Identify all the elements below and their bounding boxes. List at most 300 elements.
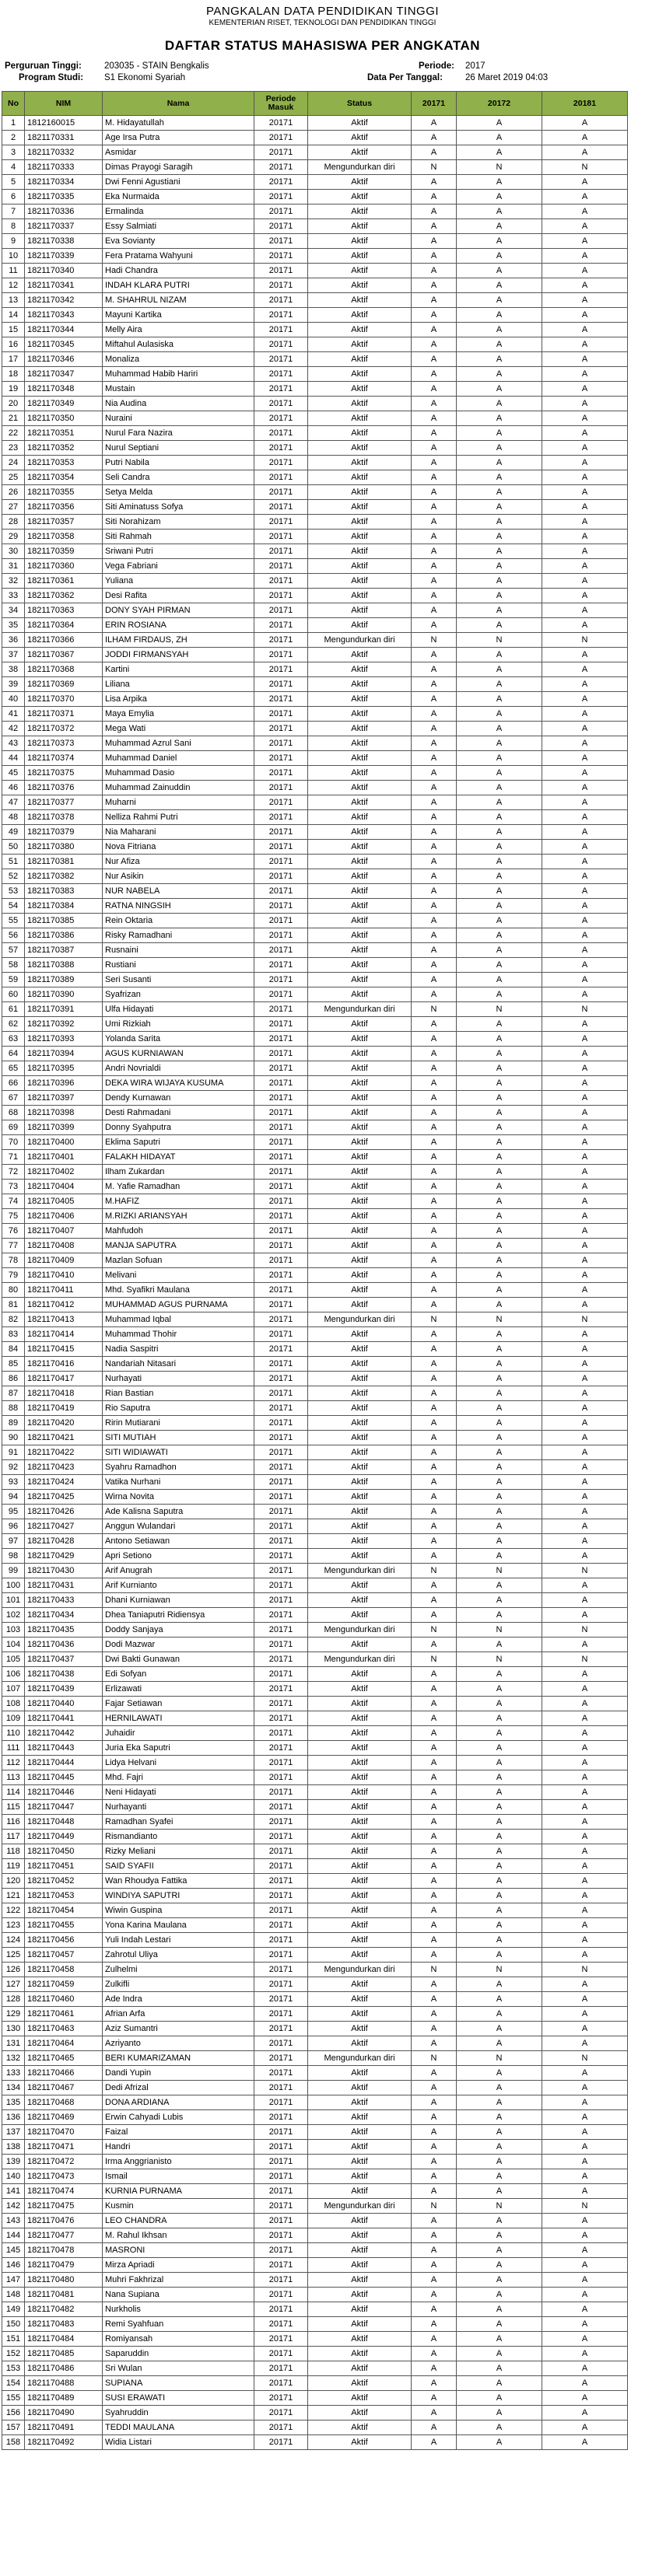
cell-20171: A xyxy=(412,766,457,781)
cell-periode-masuk: 20171 xyxy=(254,1977,308,1992)
table-row xyxy=(2,1342,628,1357)
cell-nama: Dodi Mazwar xyxy=(103,1638,254,1652)
table-row xyxy=(2,1889,628,1903)
cell-periode-masuk: 20171 xyxy=(254,1165,308,1180)
cell-20172: A xyxy=(457,2273,542,2288)
cell-periode-masuk: 20171 xyxy=(254,589,308,603)
cell-periode-masuk: 20171 xyxy=(254,204,308,219)
cell-20171: A xyxy=(412,1534,457,1549)
cell-no: 91 xyxy=(2,1445,25,1460)
cell-periode-masuk: 20171 xyxy=(254,1549,308,1564)
cell-nama: SUPIANA xyxy=(103,2376,254,2391)
cell-periode-masuk: 20171 xyxy=(254,175,308,190)
cell-nim: 1821170388 xyxy=(25,958,103,973)
cell-20181: A xyxy=(542,840,628,855)
cell-nim: 1821170391 xyxy=(25,1002,103,1017)
cell-no: 119 xyxy=(2,1859,25,1874)
cell-nama: Nova Fitriana xyxy=(103,840,254,855)
cell-status: Aktif xyxy=(308,1859,412,1874)
prodi-label: Program Studi: xyxy=(19,73,84,82)
cell-status: Aktif xyxy=(308,751,412,766)
cell-status: Aktif xyxy=(308,411,412,426)
cell-nim: 1821170471 xyxy=(25,2140,103,2155)
cell-nim: 1821170425 xyxy=(25,1490,103,1505)
cell-status: Aktif xyxy=(308,2347,412,2361)
cell-nim: 1821170467 xyxy=(25,2081,103,2095)
cell-nim: 1821170340 xyxy=(25,264,103,278)
cell-20181: A xyxy=(542,456,628,470)
cell-nim: 1821170472 xyxy=(25,2155,103,2169)
cell-20181: A xyxy=(542,1061,628,1076)
cell-nama: Donny Syahputra xyxy=(103,1120,254,1135)
cell-20171: A xyxy=(412,1756,457,1770)
cell-no: 36 xyxy=(2,633,25,648)
cell-nama: Sri Wulan xyxy=(103,2361,254,2376)
cell-20172: A xyxy=(457,145,542,160)
cell-20172: A xyxy=(457,781,542,795)
cell-status: Aktif xyxy=(308,485,412,500)
table-row xyxy=(2,766,628,781)
cell-20172: A xyxy=(457,1785,542,1800)
table-row xyxy=(2,1519,628,1534)
cell-status: Aktif xyxy=(308,2302,412,2317)
cell-no: 42 xyxy=(2,722,25,736)
cell-nim: 1821170412 xyxy=(25,1298,103,1312)
cell-status: Aktif xyxy=(308,603,412,618)
cell-no: 43 xyxy=(2,736,25,751)
cell-20172: A xyxy=(457,1638,542,1652)
cell-periode-masuk: 20171 xyxy=(254,470,308,485)
table-row xyxy=(2,1874,628,1889)
table-row xyxy=(2,1903,628,1918)
cell-nama: Fera Pratama Wahyuni xyxy=(103,249,254,264)
cell-nama: WINDIYA SAPUTRI xyxy=(103,1889,254,1903)
cell-20171: A xyxy=(412,707,457,722)
cell-periode-masuk: 20171 xyxy=(254,1091,308,1106)
cell-nama: Siti Rahmah xyxy=(103,530,254,544)
cell-20172: A xyxy=(457,1165,542,1180)
table-row xyxy=(2,1002,628,1017)
cell-20172: A xyxy=(457,1091,542,1106)
cell-no: 80 xyxy=(2,1283,25,1298)
table-row xyxy=(2,2140,628,2155)
table-row xyxy=(2,1209,628,1224)
cell-nim: 1821170485 xyxy=(25,2347,103,2361)
cell-status: Aktif xyxy=(308,131,412,145)
cell-periode-masuk: 20171 xyxy=(254,2081,308,2095)
cell-no: 99 xyxy=(2,1564,25,1578)
cell-nim: 1821170398 xyxy=(25,1106,103,1120)
table-row xyxy=(2,2332,628,2347)
cell-20172: A xyxy=(457,574,542,589)
cell-nim: 1821170373 xyxy=(25,736,103,751)
cell-status: Aktif xyxy=(308,825,412,840)
cell-20181: A xyxy=(542,234,628,249)
cell-no: 121 xyxy=(2,1889,25,1903)
table-row xyxy=(2,2007,628,2022)
cell-status: Aktif xyxy=(308,500,412,515)
cell-nim: 1821170433 xyxy=(25,1593,103,1608)
cell-no: 84 xyxy=(2,1342,25,1357)
cell-status: Aktif xyxy=(308,1224,412,1239)
cell-status: Aktif xyxy=(308,116,412,131)
cell-nim: 1821170443 xyxy=(25,1741,103,1756)
cell-20171: A xyxy=(412,1903,457,1918)
cell-20181: A xyxy=(542,190,628,204)
cell-nim: 1821170455 xyxy=(25,1918,103,1933)
cell-20172: A xyxy=(457,1608,542,1623)
table-row xyxy=(2,1180,628,1194)
cell-status: Aktif xyxy=(308,855,412,869)
cell-no: 2 xyxy=(2,131,25,145)
cell-nim: 1821170434 xyxy=(25,1608,103,1623)
cell-no: 142 xyxy=(2,2199,25,2214)
cell-status: Aktif xyxy=(308,2435,412,2450)
table-row xyxy=(2,2036,628,2051)
table-row xyxy=(2,219,628,234)
cell-20171: A xyxy=(412,2258,457,2273)
table-row xyxy=(2,116,628,131)
cell-status: Aktif xyxy=(308,1918,412,1933)
cell-20171: A xyxy=(412,278,457,293)
cell-nama: Eka Nurmaida xyxy=(103,190,254,204)
cell-status: Aktif xyxy=(308,1091,412,1106)
cell-no: 74 xyxy=(2,1194,25,1209)
cell-20171: A xyxy=(412,736,457,751)
cell-periode-masuk: 20171 xyxy=(254,603,308,618)
cell-status: Mengundurkan diri xyxy=(308,160,412,175)
cell-no: 146 xyxy=(2,2258,25,2273)
table-row xyxy=(2,1076,628,1091)
cell-status: Aktif xyxy=(308,1401,412,1416)
cell-status: Aktif xyxy=(308,1209,412,1224)
cell-periode-masuk: 20171 xyxy=(254,116,308,131)
cell-status: Aktif xyxy=(308,1268,412,1283)
cell-nama: Rusnaini xyxy=(103,943,254,958)
cell-20172: A xyxy=(457,1490,542,1505)
cell-periode-masuk: 20171 xyxy=(254,2391,308,2406)
cell-status: Aktif xyxy=(308,1992,412,2007)
cell-20171: A xyxy=(412,1741,457,1756)
cell-status: Aktif xyxy=(308,2110,412,2125)
cell-20172: A xyxy=(457,411,542,426)
cell-20172: A xyxy=(457,1844,542,1859)
cell-status: Aktif xyxy=(308,1682,412,1697)
cell-nim: 1821170438 xyxy=(25,1667,103,1682)
cell-status: Aktif xyxy=(308,2066,412,2081)
cell-20172: A xyxy=(457,1106,542,1120)
cell-20171: N xyxy=(412,160,457,175)
cell-periode-masuk: 20171 xyxy=(254,618,308,633)
cell-20181: A xyxy=(542,308,628,323)
cell-nama: Yuliana xyxy=(103,574,254,589)
cell-periode-masuk: 20171 xyxy=(254,559,308,574)
cell-nim: 1821170383 xyxy=(25,884,103,899)
cell-nama: BERI KUMARIZAMAN xyxy=(103,2051,254,2066)
cell-status: Aktif xyxy=(308,1534,412,1549)
cell-status: Aktif xyxy=(308,1253,412,1268)
cell-20172: N xyxy=(457,1963,542,1977)
table-row xyxy=(2,1697,628,1711)
cell-20181: A xyxy=(542,2361,628,2376)
cell-periode-masuk: 20171 xyxy=(254,1918,308,1933)
cell-20181: A xyxy=(542,1106,628,1120)
cell-20171: A xyxy=(412,1460,457,1475)
cell-nama: Nelliza Rahmi Putri xyxy=(103,810,254,825)
cell-periode-masuk: 20171 xyxy=(254,825,308,840)
cell-20181: A xyxy=(542,2155,628,2169)
cell-status: Aktif xyxy=(308,1061,412,1076)
cell-nama: Mega Wati xyxy=(103,722,254,736)
table-row xyxy=(2,1224,628,1239)
table-row xyxy=(2,2243,628,2258)
cell-nama: Siti Aminatuss Sofya xyxy=(103,500,254,515)
cell-status: Aktif xyxy=(308,2332,412,2347)
cell-20172: A xyxy=(457,692,542,707)
table-row xyxy=(2,589,628,603)
cell-status: Aktif xyxy=(308,2391,412,2406)
cell-20172: A xyxy=(457,190,542,204)
table-row xyxy=(2,1239,628,1253)
cell-status: Aktif xyxy=(308,337,412,352)
table-row xyxy=(2,825,628,840)
cell-no: 15 xyxy=(2,323,25,337)
cell-status: Aktif xyxy=(308,914,412,928)
cell-no: 113 xyxy=(2,1770,25,1785)
cell-nim: 1821170417 xyxy=(25,1372,103,1386)
cell-nama: Maya Emylia xyxy=(103,707,254,722)
cell-nama: Vatika Nurhani xyxy=(103,1475,254,1490)
cell-nama: Nadia Saspitri xyxy=(103,1342,254,1357)
cell-no: 101 xyxy=(2,1593,25,1608)
cell-20171: A xyxy=(412,2435,457,2450)
cell-nim: 1821170331 xyxy=(25,131,103,145)
cell-status: Aktif xyxy=(308,810,412,825)
cell-20181: A xyxy=(542,323,628,337)
cell-nim: 1821170416 xyxy=(25,1357,103,1372)
cell-no: 124 xyxy=(2,1933,25,1948)
cell-no: 12 xyxy=(2,278,25,293)
cell-no: 49 xyxy=(2,825,25,840)
table-row xyxy=(2,1726,628,1741)
cell-20171: A xyxy=(412,648,457,662)
cell-nama: Rizky Meliani xyxy=(103,1844,254,1859)
cell-20171: A xyxy=(412,987,457,1002)
cell-nama: Neni Hidayati xyxy=(103,1785,254,1800)
cell-no: 19 xyxy=(2,382,25,397)
table-row xyxy=(2,722,628,736)
cell-periode-masuk: 20171 xyxy=(254,1608,308,1623)
cell-nama: Ramadhan Syafei xyxy=(103,1815,254,1830)
cell-nim: 1821170333 xyxy=(25,160,103,175)
cell-20171: A xyxy=(412,825,457,840)
cell-20181: A xyxy=(542,1874,628,1889)
cell-20172: A xyxy=(457,2036,542,2051)
cell-20172: A xyxy=(457,1859,542,1874)
table-row xyxy=(2,337,628,352)
table-row xyxy=(2,1150,628,1165)
cell-nama: Essy Salmiati xyxy=(103,219,254,234)
cell-no: 92 xyxy=(2,1460,25,1475)
cell-20171: A xyxy=(412,1372,457,1386)
cell-20181: A xyxy=(542,1298,628,1312)
cell-20181: A xyxy=(542,943,628,958)
cell-nama: Wirna Novita xyxy=(103,1490,254,1505)
cell-nim: 1821170452 xyxy=(25,1874,103,1889)
cell-periode-masuk: 20171 xyxy=(254,1135,308,1150)
cell-nim: 1821170489 xyxy=(25,2391,103,2406)
cell-20172: A xyxy=(457,648,542,662)
cell-status: Aktif xyxy=(308,1785,412,1800)
cell-20172: A xyxy=(457,2406,542,2420)
cell-status: Aktif xyxy=(308,1150,412,1165)
cell-periode-masuk: 20171 xyxy=(254,884,308,899)
cell-no: 88 xyxy=(2,1401,25,1416)
table-row xyxy=(2,751,628,766)
cell-status: Aktif xyxy=(308,1830,412,1844)
cell-no: 151 xyxy=(2,2332,25,2347)
table-row xyxy=(2,1756,628,1770)
cell-nama: Afrian Arfa xyxy=(103,2007,254,2022)
table-row xyxy=(2,840,628,855)
cell-20181: A xyxy=(542,1283,628,1298)
cell-nim: 1821170410 xyxy=(25,1268,103,1283)
table-row xyxy=(2,1416,628,1431)
cell-no: 104 xyxy=(2,1638,25,1652)
cell-periode-masuk: 20171 xyxy=(254,2036,308,2051)
cell-status: Aktif xyxy=(308,2273,412,2288)
cell-20181: A xyxy=(542,648,628,662)
cell-20172: A xyxy=(457,456,542,470)
cell-nama: Rio Saputra xyxy=(103,1401,254,1416)
cell-nama: Ermalinda xyxy=(103,204,254,219)
cell-no: 71 xyxy=(2,1150,25,1165)
table-row xyxy=(2,677,628,692)
cell-periode-masuk: 20171 xyxy=(254,2376,308,2391)
cell-status: Aktif xyxy=(308,2081,412,2095)
cell-no: 29 xyxy=(2,530,25,544)
cell-20171: A xyxy=(412,2302,457,2317)
cell-nama: Irma Anggrianisto xyxy=(103,2155,254,2169)
cell-20181: A xyxy=(542,2125,628,2140)
cell-20172: A xyxy=(457,1593,542,1608)
cell-periode-masuk: 20171 xyxy=(254,2155,308,2169)
cell-20171: A xyxy=(412,1918,457,1933)
cell-nama: Nur Afiza xyxy=(103,855,254,869)
cell-20181: A xyxy=(542,574,628,589)
cell-nim: 1821170428 xyxy=(25,1534,103,1549)
table-row xyxy=(2,869,628,884)
cell-no: 87 xyxy=(2,1386,25,1401)
cell-20181: A xyxy=(542,1992,628,2007)
table-row xyxy=(2,470,628,485)
cell-20181: A xyxy=(542,589,628,603)
cell-20172: A xyxy=(457,1401,542,1416)
cell-nim: 1821170354 xyxy=(25,470,103,485)
cell-status: Aktif xyxy=(308,884,412,899)
cell-20172: A xyxy=(457,751,542,766)
cell-20172: A xyxy=(457,2140,542,2155)
cell-20181: A xyxy=(542,1830,628,1844)
cell-nama: Doddy Sanjaya xyxy=(103,1623,254,1638)
cell-20172: A xyxy=(457,1667,542,1682)
cell-20172: A xyxy=(457,869,542,884)
cell-no: 38 xyxy=(2,662,25,677)
cell-nama: DONY SYAH PIRMAN xyxy=(103,603,254,618)
cell-status: Aktif xyxy=(308,1741,412,1756)
cell-status: Aktif xyxy=(308,1120,412,1135)
cell-nim: 1821170360 xyxy=(25,559,103,574)
cell-periode-masuk: 20171 xyxy=(254,2332,308,2347)
cell-20172: A xyxy=(457,1416,542,1431)
table-row xyxy=(2,249,628,264)
cell-nama: M. Rahul Ikhsan xyxy=(103,2228,254,2243)
cell-20172: A xyxy=(457,1076,542,1091)
cell-no: 140 xyxy=(2,2169,25,2184)
cell-periode-masuk: 20171 xyxy=(254,662,308,677)
cell-20171: A xyxy=(412,943,457,958)
cell-nama: Syahru Ramadhon xyxy=(103,1460,254,1475)
cell-20172: A xyxy=(457,1549,542,1564)
cell-nim: 1821170474 xyxy=(25,2184,103,2199)
cell-status: Aktif xyxy=(308,323,412,337)
cell-nim: 1821170463 xyxy=(25,2022,103,2036)
cell-20181: A xyxy=(542,1460,628,1475)
cell-20181: A xyxy=(542,116,628,131)
cell-status: Aktif xyxy=(308,2376,412,2391)
cell-20171: A xyxy=(412,795,457,810)
table-row xyxy=(2,633,628,648)
cell-20171: A xyxy=(412,1120,457,1135)
cell-no: 109 xyxy=(2,1711,25,1726)
cell-no: 138 xyxy=(2,2140,25,2155)
table-row xyxy=(2,1106,628,1120)
cell-20181: A xyxy=(542,1091,628,1106)
cell-20172: A xyxy=(457,2228,542,2243)
cell-nim: 1821170479 xyxy=(25,2258,103,2273)
cell-20181: A xyxy=(542,973,628,987)
cell-20181: A xyxy=(542,2406,628,2420)
cell-20181: A xyxy=(542,1194,628,1209)
table-row xyxy=(2,1327,628,1342)
cell-status: Aktif xyxy=(308,1165,412,1180)
cell-status: Mengundurkan diri xyxy=(308,1002,412,1017)
table-row xyxy=(2,308,628,323)
cell-status: Aktif xyxy=(308,190,412,204)
cell-20181: A xyxy=(542,1933,628,1948)
cell-20181: A xyxy=(542,2022,628,2036)
cell-20181: A xyxy=(542,1209,628,1224)
cell-20181: A xyxy=(542,2066,628,2081)
cell-20171: A xyxy=(412,131,457,145)
cell-nama: Zulhelmi xyxy=(103,1963,254,1977)
cell-20181: A xyxy=(542,1357,628,1372)
cell-20181: A xyxy=(542,264,628,278)
cell-nama: Mhd. Syafikri Maulana xyxy=(103,1283,254,1298)
cell-no: 89 xyxy=(2,1416,25,1431)
cell-no: 62 xyxy=(2,1017,25,1032)
cell-status: Aktif xyxy=(308,264,412,278)
table-row xyxy=(2,485,628,500)
cell-no: 59 xyxy=(2,973,25,987)
cell-20171: A xyxy=(412,1785,457,1800)
cell-periode-masuk: 20171 xyxy=(254,1948,308,1963)
cell-nim: 1821170450 xyxy=(25,1844,103,1859)
cell-status: Aktif xyxy=(308,308,412,323)
table-row xyxy=(2,2258,628,2273)
cell-20171: A xyxy=(412,928,457,943)
cell-20171: A xyxy=(412,1815,457,1830)
